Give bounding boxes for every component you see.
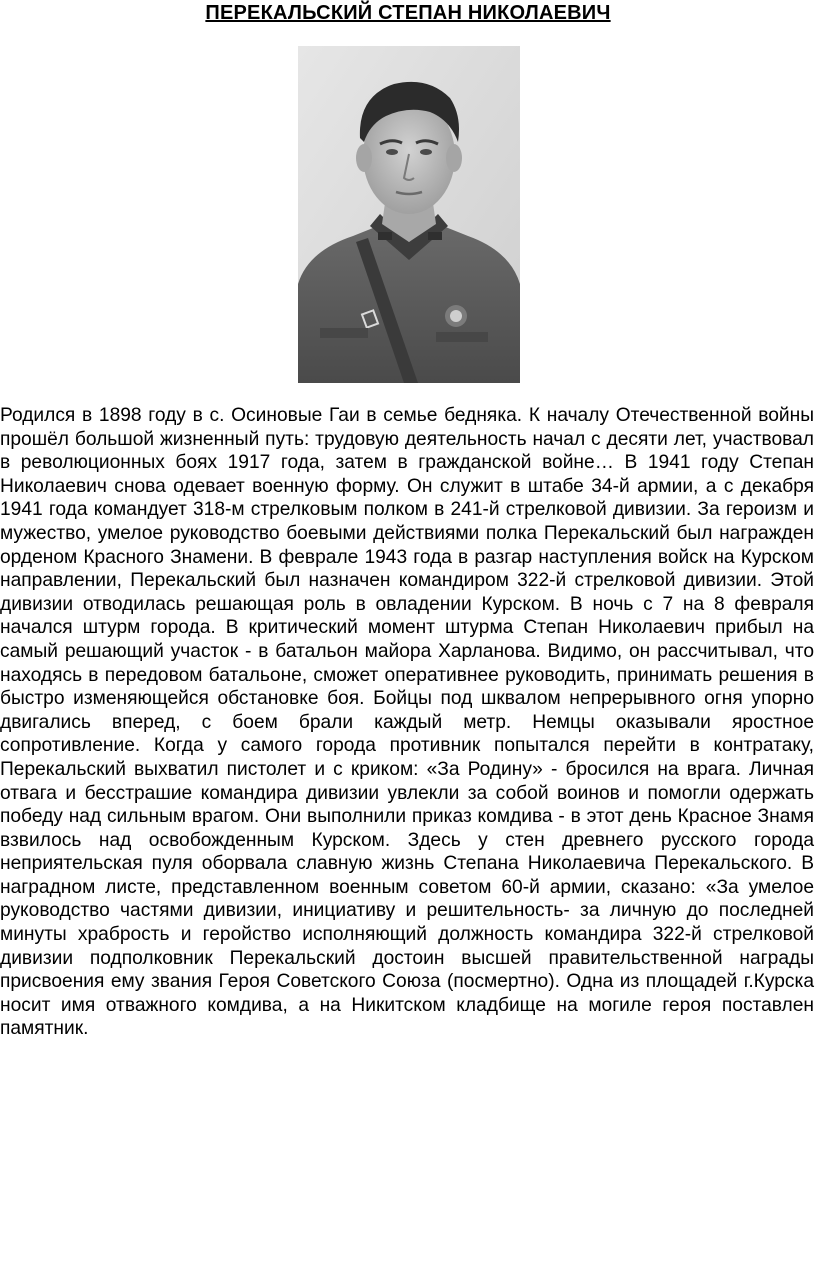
biography-text: Родился в 1898 году в с. Осиновые Гаи в семье бедняка. К началу Отечественной войны прошёл большой жизненный путь: трудовую деятельность начал с десяти лет, участвовал в революционных боях 1917 года, затем в гражданской войне… В 1941 году Степан Николаевич снова одевает военную форму. Он служит в штабе 34-й армии, а с декабря 1941 года командует 318-м стрелковым полком в 241-й стрелковой дивизии. За героизм и мужество, умелое руководство боевыми действиями полка Перекальский был награжден орденом Красного Знамени. В феврале 1943 года в разгар наступления войск на Курском направлении, Перекальский был назначен командиром 322-й стрелковой дивизии. Этой дивизии отводилась решающая роль в овладении Курском. В ночь с 7 на 8 февраля начался штурм города. В критический момент штурма Степан Николаевич прибыл на самый решающий участок - в батальон майора Харланова. Видимо, он рассчитывал, что находясь в передовом батальоне, сможет оперативнее руководить, принимать решения в быстро изменяющейся обстановке боя. Бойцы под шквалом непрерывного огня упорно двигались вперед, с боем брали каждый метр. Немцы оказывали яростное сопротивление. Когда у самого города противник попытался перейти в контратаку, Перекальский выхватил пистолет и с криком: «За Родину» - бросился на врага. Личная отвага и бесстрашие командира дивизии увлекли за собой воинов и помогли одержать победу над сильным врагом. Они выполнили приказ комдива - в этот день Красное Знамя взвилось над освобожденным Курском. Здесь у стен древнего русского города неприятельская пуля оборвала славную жизнь Степана Николаевича Перекальского. В наградном листе, представленном военным советом 60-й армии, сказано: «За умелое руководство частями дивизии, инициативу и решительность- за личную до последней минуты храбрость и геройство исполняющий должность командира 322-й стрелковой дивизии подполковник Перекальский достоин высшей правительственной награды присвоения ему звания Героя Советского Союза (посмертно). Одна из площадей г.Курска носит имя отважного комдива, а на Никитском кладбище на могиле героя поставлен памятник. [0,405,814,1040]
portrait-photo [298,46,520,383]
portrait-photo-icon [298,46,520,383]
page-title: ПЕРЕКАЛЬСКИЙ СТЕПАН НИКОЛАЕВИЧ [205,2,611,24]
